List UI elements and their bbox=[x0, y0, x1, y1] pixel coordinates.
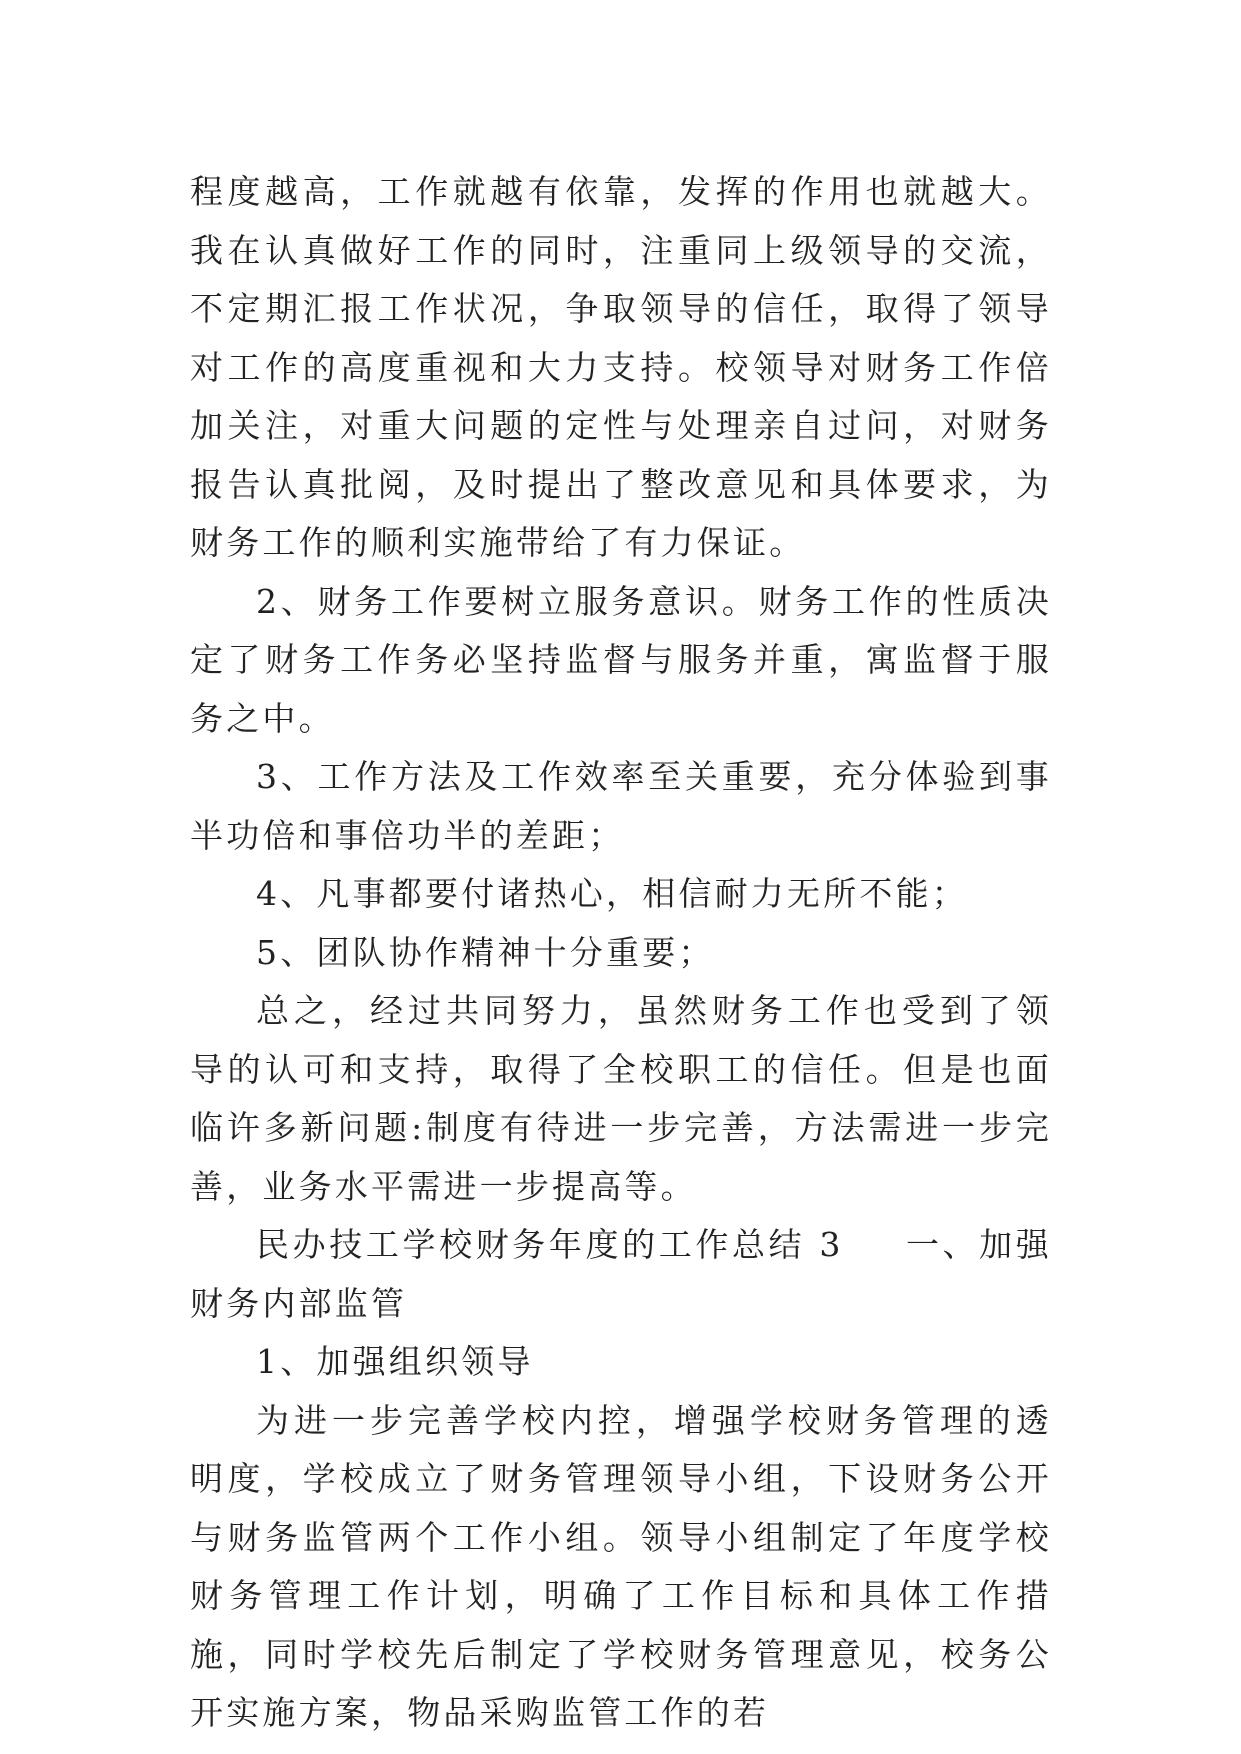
paragraph-item-2: 2、财务工作要树立服务意识。财务工作的性质决定了财务工作务必坚持监督与服务并重，寓监督于服务之中。 bbox=[190, 581, 1052, 738]
section-subtitle: 一、加强财务内部监管 bbox=[190, 1225, 1052, 1323]
paragraph-item-5: 5、团队协作精神十分重要； bbox=[256, 932, 715, 972]
section-title: 民办技工学校财务年度的工作总结 3 bbox=[256, 1225, 844, 1264]
paragraph-organization-body: 为进一步完善学校内控，增强学校财务管理的透明度，学校成立了财务管理领导小组，下设财务公开与财务监管两个工作小组。领导小组制定了年度学校财务管理工作计划，明确了工作目标和具体工作措施，同时学校先后制定了学校财务管理意见，校务公开实施方案，物品采购监管工作的若 bbox=[190, 1400, 1052, 1732]
paragraph-item-4: 4、凡事都要付诸热心，相信耐力无所不能； bbox=[256, 874, 968, 913]
subheading-organization: 1、加强组织领导 bbox=[256, 1342, 534, 1381]
section-heading bbox=[190, 1216, 1052, 1333]
document-body bbox=[190, 163, 1052, 1743]
paragraph-summary: 总之，经过共同努力，虽然财务工作也受到了领导的认可和支持，取得了全校职工的信任。但是也面临许多新问题:制度有待进一步完善，方法需进一步完善，业务水平需进一步提高等。 bbox=[190, 991, 1052, 1206]
paragraph-continuation: 程度越高，工作就越有依靠，发挥的作用也就越大。我在认真做好工作的同时，注重同上级领导的交流，不定期汇报工作状况，争取领导的信任，取得了领导对工作的高度重视和大力支持。校领导对财务工作倍加关注，对重大问题的定性与处理亲自过问，对财务报告认真批阅，及时提出了整改意见和具体要求，为财务工作的顺利实施带给了有力保证。 bbox=[190, 172, 1052, 562]
paragraph-item-3: 3、工作方法及工作效率至关重要，充分体验到事半功倍和事倍功半的差距； bbox=[190, 757, 1052, 855]
